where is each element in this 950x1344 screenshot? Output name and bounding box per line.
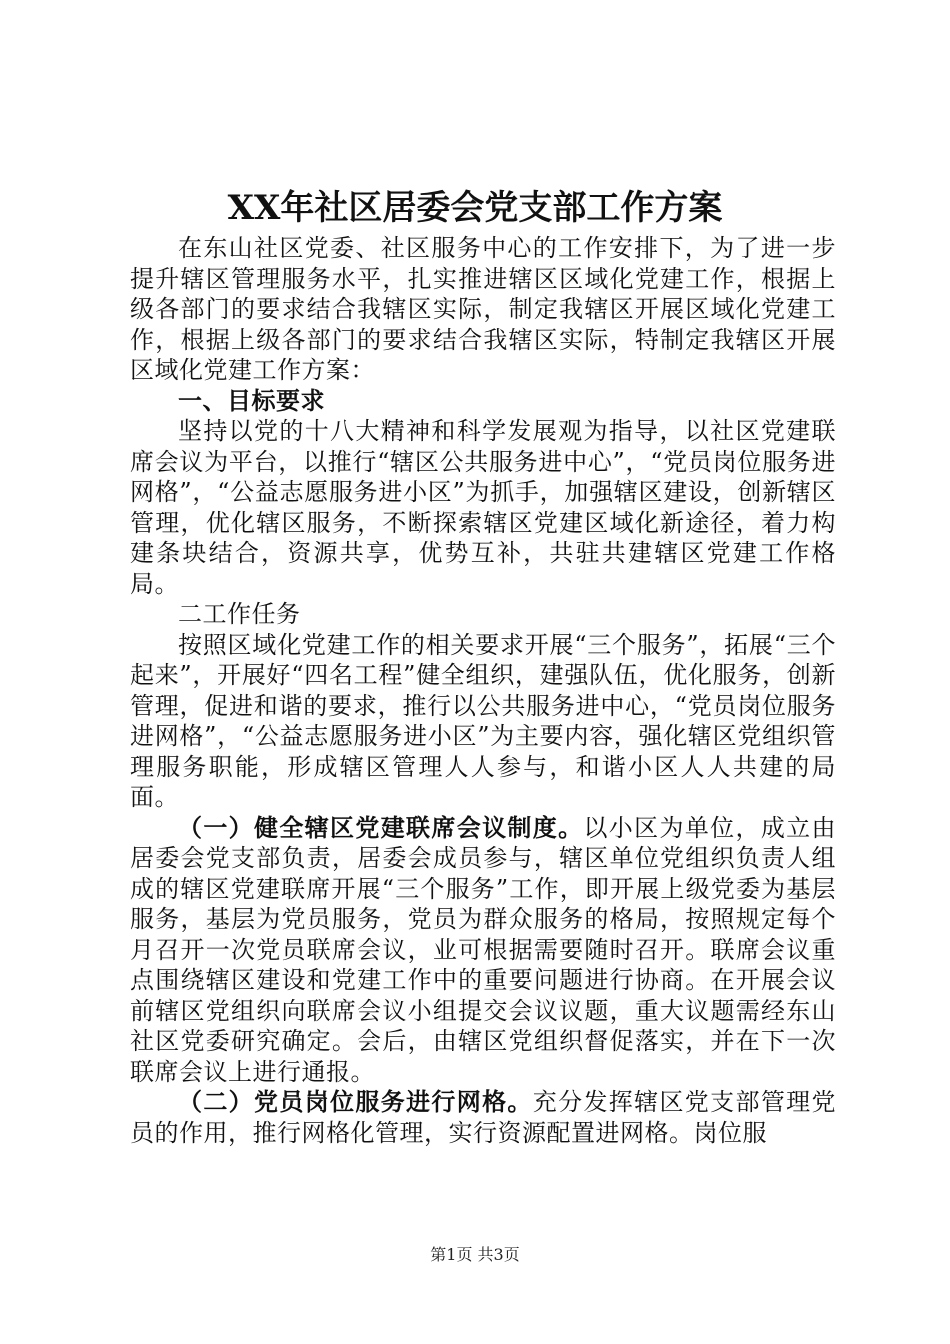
item-two-paragraph (130, 1087, 836, 1148)
section-heading-tasks: 二工作任务 (178, 600, 301, 628)
item-one-body: 以小区为单位，成立由居委会党支部负责，居委会成员参与，辖区单位党组织负责人组成的辖区党建联席开展“三个服务”工作，即开展上级党委为基层服务，基层为党员服务，党员为群众服务的格局，按照规定每个月召开一次党员联席会议，业可根据需要随时召开。联席会议重点围绕辖区建设和党建工作中的重要问题进行协商。在开展会议前辖区党组织向联席会议小组提交会议议题，重大议题需经东山社区党委研究确定。会后，由辖区党组织督促落实，并在下一次联席会议上进行通报。 (130, 813, 837, 1086)
tasks-paragraph: 按照区域化党建工作的相关要求开展“三个服务”，拓展“三个起来”，开展好“四名工程”健全组织，建强队伍，优化服务，创新管理，促进和谐的要求，推行以公共服务进中心，“党员岗位服务进网格”，“公益志愿服务进小区”为主要内容，强化辖区党组织管理服务职能，形成辖区管理人人参与，和谐小区人人共建的局面。 (130, 630, 836, 811)
section-heading-goals: 一、目标要求 (178, 386, 325, 415)
document-title: XX年社区居委会党支部工作方案 (227, 188, 723, 228)
item-two-body: 充分发挥辖区党支部管理党员的作用，推行网格化管理，实行资源配置进网格。岗位服 (130, 1088, 837, 1147)
goals-paragraph: 坚持以党的十八大精神和科学发展观为指导，以社区党建联席会议为平台，以推行“辖区公共服务进中心”，“党员岗位服务进网格”，“公益志愿服务进小区”为抓手，加强辖区建设，创新辖区管理，优化辖区服务，不断探索辖区党建区域化新途径，着力构建条块结合，资源共享，优势互补，共驻共建辖区党建工作格局。 (130, 417, 836, 598)
intro-paragraph: 在东山社区党委、社区服务中心的工作安排下，为了进一步提升辖区管理服务水平，扎实推进辖区区域化党建工作，根据上级各部门的要求结合我辖区实际，制定我辖区开展区域化党建工作，根据上级各部门的要求结合我辖区实际，特制定我辖区开展区域化党建工作方案： (130, 234, 836, 384)
item-one-paragraph (130, 813, 836, 1088)
item-two-lead: （二）党员岗位服务进行网格。 (178, 1088, 533, 1116)
item-one-lead: （一）健全辖区党建联席会议制度。 (178, 813, 584, 842)
page-footer: 第1页 共3页 (430, 1245, 520, 1264)
document-body (130, 233, 836, 1148)
